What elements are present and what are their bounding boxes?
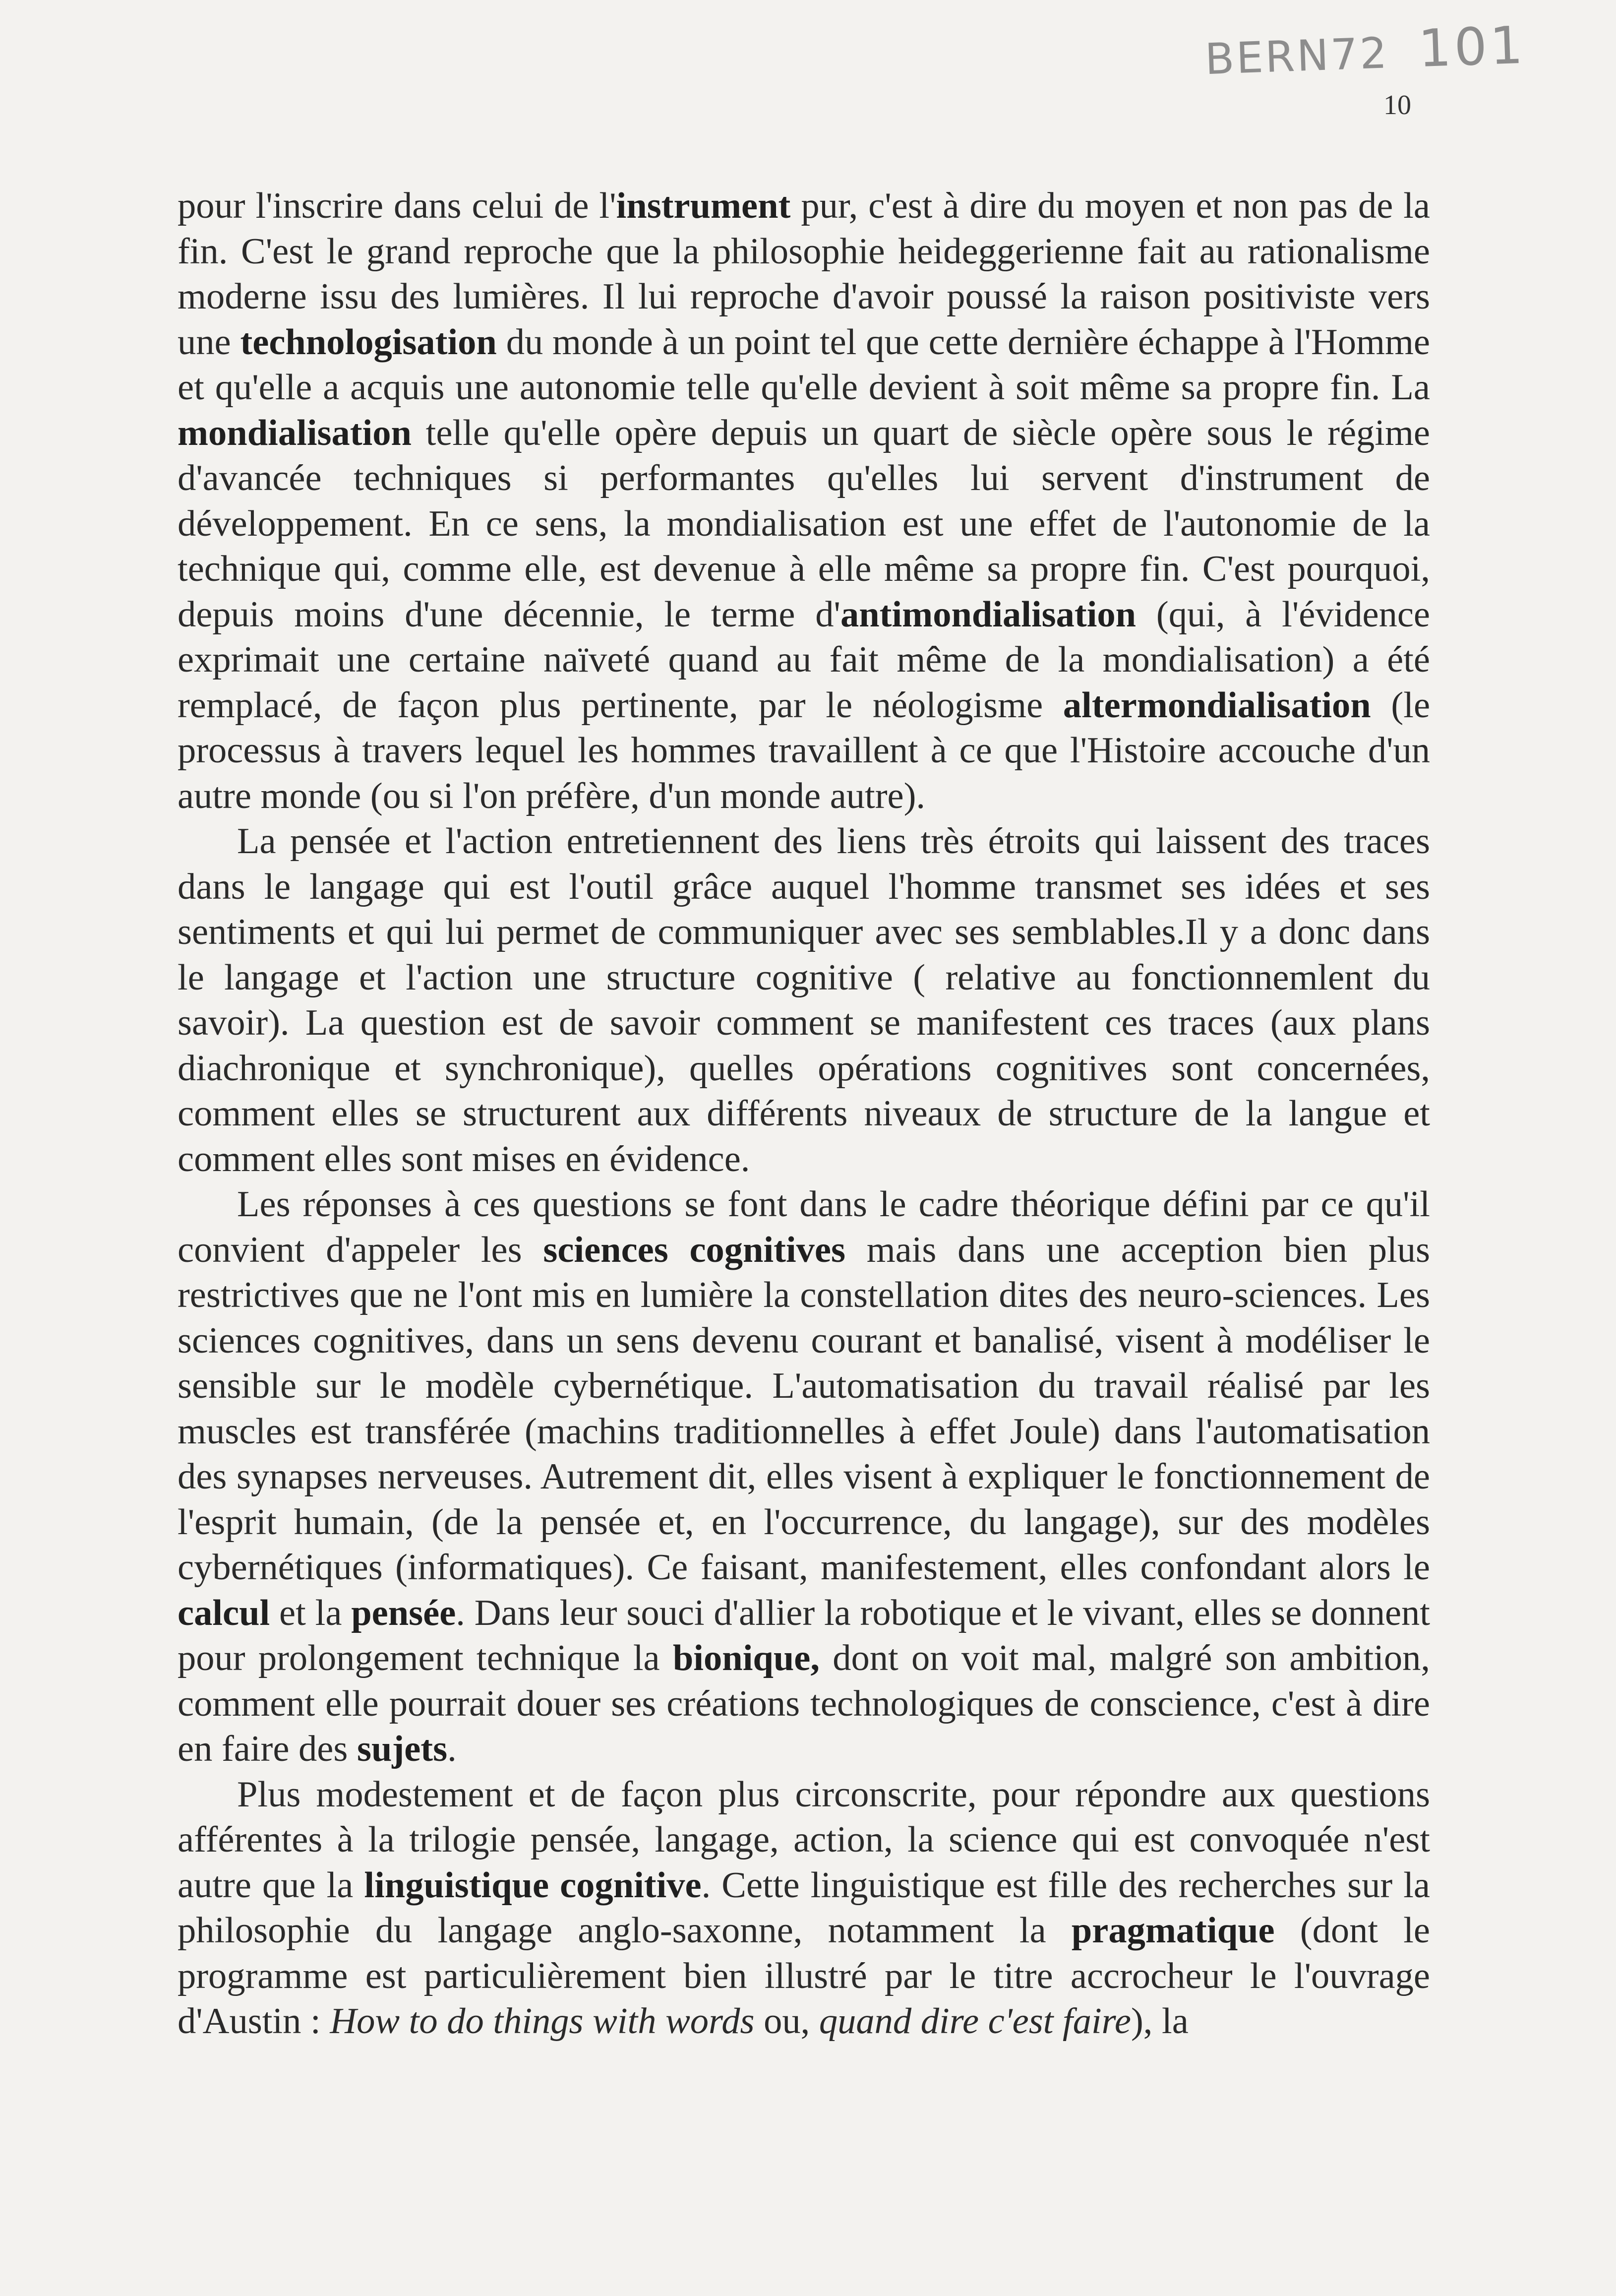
text-run: mais dans une acception bien plus restrictives que ne l'ont mis en lumière la constellation dites des neuro-sciences. Les sciences cognitives, dans un sens devenu courant et banalisé, visent à modéliser le sensible sur le modèle cybernétique. L'automatisation du travail réalisé par les muscles est transférée (machins traditionnelles à effet Joule) dans l'automatisation des synapses nerveuses. Autrement dit, elles visent à expliquer le fonctionnement de l'esprit humain, (de la pensée et, en l'occurrence, du langage), sur des modèles cybernétiques (informatiques). Ce faisant, manifestement, elles confondant alors le <box>178 1229 1431 1588</box>
text-run: et la <box>270 1592 352 1633</box>
paragraph <box>178 1772 1430 2045</box>
bold-term: sujets <box>357 1729 448 1769</box>
bold-term: linguistique cognitive <box>364 1864 702 1906</box>
text-run: telle qu'elle opère depuis un quart de siècle opère sous le régime d'avancée techniques si performantes qu'elles lui servent d'instrument de développement. En ce sens, la mondialisation est une effet de l'autonomie de la technique qui, comme elle, est devenue à elle même sa propre fin. C'est pourquoi, depuis moins d'une décennie, le terme d' <box>178 412 1430 635</box>
text-run: pur, c'est à dire du moyen et non pas de la fin. C'est le grand reproche que la philosophie heideggerienne fait au rationalisme moderne issu des lumières. Il lui reproche d'avoir poussé la raison positiviste vers une <box>178 186 1430 363</box>
text-run: ou, <box>754 2001 819 2042</box>
text-run: Plus modestement et de façon plus circonscrite, pour répondre aux questions afférentes à la trilogie pensée, langage, action, la science qui est convoquée n'est autre que la <box>178 1774 1430 1906</box>
bold-term: antimondialisation <box>840 594 1137 635</box>
handwritten-number: 101 <box>1417 14 1527 79</box>
text-run: . Cette linguistique est fille des recherches sur la philosophie du langage anglo-saxonne, notamment la <box>178 1864 1430 1951</box>
text-run: pour l'inscrire dans celui de l' <box>178 186 616 226</box>
paragraph <box>178 819 1430 1182</box>
text-run: (qui, à l'évidence exprimait une certaine naïveté quand au fait même de la mondialisation) a été remplacé, de façon plus pertinente, par le néologisme <box>178 594 1430 726</box>
text-run: du monde à un point tel que cette dernière échappe à l'Homme et qu'elle a acquis une autonomie telle qu'elle devient à soit même sa propre fin. La <box>178 321 1430 408</box>
text-run: . Dans leur souci d'allier la robotique et le vivant, elles se donnent pour prolongement technique la <box>178 1592 1430 1678</box>
handwritten-annotation <box>1204 14 1553 95</box>
bold-term: pragmatique <box>1071 1910 1275 1951</box>
bold-term: bionique, <box>672 1638 820 1678</box>
italic-text: quand dire c'est faire <box>819 2001 1131 2042</box>
handwritten-code: BERN72 <box>1204 28 1390 85</box>
body-text <box>178 184 1430 2045</box>
paragraph <box>178 1182 1430 1772</box>
text-run: . <box>447 1729 457 1769</box>
text-run: Les réponses à ces questions se font dans le cadre théorique défini par ce qu'il convient d'appeler les <box>178 1184 1430 1270</box>
bold-term: instrument <box>616 186 791 226</box>
italic-text: How to do things with words <box>330 2001 755 2042</box>
bold-term: technologisation <box>240 321 497 363</box>
page-number: 10 <box>1383 90 1411 121</box>
bold-term: pensée <box>351 1592 456 1633</box>
text-run: ), la <box>1131 2001 1189 2042</box>
bold-term: altermondialisation <box>1063 684 1371 726</box>
bold-term: calcul <box>178 1592 270 1633</box>
text-run: La pensée et l'action entretiennent des liens très étroits qui laissent des traces dans le langage qui est l'outil grâce auquel l'homme transmet ses idées et ses sentiments et qui lui permet de communiquer avec ses semblables.Il y a donc dans le langage et l'action une structure cognitive ( relative au fonctionnemlent du savoir). La question est de savoir comment se manifestent ces traces (aux plans diachronique et synchronique), quelles opérations cognitives sont concernées, comment elles se structurent aux différents niveaux de structure de la langue et comment elles sont mises en évidence. <box>178 821 1430 1179</box>
text-run: dont on voit mal, malgré son ambition, comment elle pourrait douer ses créations technologiques de conscience, c'est à dire en faire des <box>178 1638 1430 1769</box>
text-run: (le processus à travers lequel les hommes travaillent à ce que l'Histoire accouche d'un autre monde (ou si l'on préfère, d'un monde autre). <box>178 684 1431 816</box>
text-run: (dont le programme est particulièrement bien illustré par le titre accrocheur le l'ouvrage d'Austin : <box>178 1910 1430 2042</box>
bold-term: sciences cognitives <box>543 1229 845 1270</box>
paragraph <box>178 184 1430 819</box>
bold-term: mondialisation <box>178 412 412 453</box>
